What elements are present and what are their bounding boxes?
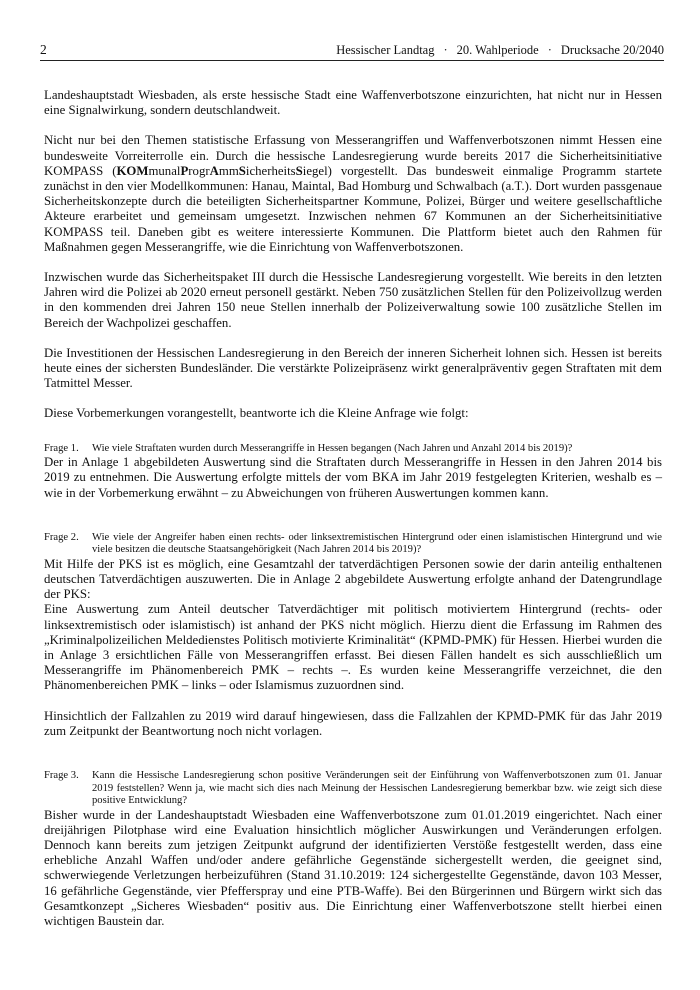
- kompass-bold-letters: KOM: [116, 163, 149, 178]
- paragraph-kompass-after: ) vorgestellt. Das bundesweit einmalige Programm startete zunächst in den vier Modellkommunen: Hanau, Maintal, Bad Homburg und Schwalbach (a.T.). Dort wurden passgenaue Sicherheitskonzepte durch die beteiligten Sicherheitspartner Kommune, Polizei, Bürger und weitere gesellschaftliche Akteure erarbeitet und gemeinsam umgesetzt. Inzwischen nehmen 67 Kommunen an der Sicherheitsinitiative KOMPASS teil. Daneben gibt es weitere interessierte Kommunen. Die Plattform bietet auch den Rahmen für Maßnahmen gegen Messerangriffe, wie die Einrichtung von Waffenverbotszonen.: [44, 163, 662, 254]
- answer-2-paragraph-3: Hinsichtlich der Fallzahlen zu 2019 wird darauf hingewiesen, dass die Fallzahlen der KPMD-PMK für das Jahr 2019 zum Zeitpunkt der Beantwortung noch nicht vorlagen.: [44, 708, 662, 738]
- header-period: 20. Wahlperiode: [456, 43, 539, 57]
- header-publisher: Hessischer Landtag: [336, 43, 435, 57]
- page-number: 2: [40, 42, 47, 57]
- paragraph-kompass: [44, 133, 662, 255]
- kompass-letters: mm: [218, 163, 239, 178]
- header-separator: ·: [547, 43, 552, 57]
- answer-3: Bisher wurde in der Landeshauptstadt Wiesbaden eine Waffenverbotszone zum 01.01.2019 eingerichtet. Nach einer dreijährigen Pilotphase wird eine Evaluation hinsichtlich möglicher Auswirkungen und Veränderungen erfolgen. Dennoch kann bereits zum jetzigen Zeitpunkt aufgrund der identifizierten Verstöße festgestellt werden, dass eine erhebliche Anzahl Waffen und/oder andere gefährliche Gegenstände sichergestellt werden, die geeignet sind, schwerwiegende Verletzungen herbeizuführen (Stand 31.10.2019: 124 sichergestellte Gegenstände, davon 103 Messer, 16 gefährliche Gegenstände, vier Pfefferspray und eine PTB-Waffe). Bei den Bürgerinnen und Bürgern wirkt sich das Gesamtkonzept „Sicheres Wiesbaden“ positiv aus. Die Einrichtung einer Waffenverbotszone stellt hierbei einen wichtigen Baustein dar.: [44, 807, 662, 928]
- kompass-letters: icherheits: [245, 163, 296, 178]
- kompass-bold-letters: P: [180, 163, 189, 178]
- answer-1: Der in Anlage 1 abgebildeten Auswertung sind die Straftaten durch Messerangriffe in Hessen in den Jahren 2014 bis 2019 zu entnehmen. Die Auswertung erfolgte mittels der vom BKA im Jahr 2019 festgelegten Kriterien, weshalb es – wie in der Vorbemerkung erwähnt – zu Abweichungen von früheren Auswertungen kommen kann.: [44, 455, 662, 500]
- page-header: [40, 42, 664, 61]
- header-meta: [336, 43, 664, 58]
- question-3: [44, 770, 662, 808]
- paragraph-preliminary: Diese Vorbemerkungen vorangestellt, beantworte ich die Kleine Anfrage wie folgt:: [44, 406, 469, 421]
- question-3-text: Kann die Hessische Landesregierung schon positive Veränderungen seit der Einführung von Waffenverbotszonen zum 01. Januar 2019 feststellen? Wenn ja, wie macht sich dies nach Meinung der Hessischen Landesregierung bemerkbar bzw. wie zeigt sich diese positive Entwicklung?: [92, 770, 662, 806]
- paragraph-intro-continuation: Landeshauptstadt Wiesbaden, als erste hessische Stadt eine Waffenverbotszone einzurichten, hat nicht nur in Hessen eine Signalwirkung, sondern deutschlandweit.: [44, 88, 662, 118]
- question-2-text: Wie viele der Angreifer haben einen rechts- oder linksextremistischen Hintergrund oder einen islamistischen Hintergrund und wie viele besitzen die deutsche Staatsangehörigkeit (Nach Jahren 2014 bis 2019)?: [92, 531, 662, 556]
- kompass-letters: rogr: [188, 163, 210, 178]
- kompass-letters: iegel: [302, 163, 328, 178]
- question-2: [44, 532, 662, 557]
- question-2-label: Frage 2.: [44, 531, 79, 543]
- kompass-bold-letters: S: [295, 163, 303, 178]
- answer-2-paragraph-2: Eine Auswertung zum Anteil deutscher Tatverdächtiger mit politisch motiviertem Hintergrund (rechts- oder linksextremistisch oder islamistisch) ist anhand der PKS nicht möglich. Hierzu dient die Erfassung im Rahmen des „Kriminalpolizeilichen Meldedienstes Politisch motivierte Kriminalität“ (KPMD-PMK) für Hessen. Hierbei wurden die in Anlage 3 ersichtlichen Fälle von Messerangriffen erfasst. Bei diesen Fällen handelt es sich ausschließlich um Messerangriffe im Phänomenbereich PMK – rechts –. Es wurden keine Messerangriffe verzeichnet, die den Phänomenbereichen PMK – links – oder Islamismus zuzuordnen sind.: [44, 602, 662, 693]
- question-1-text: Wie viele Straftaten wurden durch Messerangriffe in Hessen begangen (Nach Jahren und Anzahl 2014 bis 2019)?: [92, 442, 573, 454]
- header-document-number: Drucksache 20/2040: [560, 43, 664, 57]
- question-1-label: Frage 1.: [44, 442, 79, 454]
- question-1: [44, 443, 662, 456]
- question-3-label: Frage 3.: [44, 770, 79, 781]
- kompass-bold-letters: A: [209, 163, 219, 178]
- kompass-letters: munal: [148, 163, 181, 178]
- document-body: [44, 88, 662, 929]
- header-separator: ·: [443, 43, 448, 57]
- kompass-bold-letters: S: [238, 163, 246, 178]
- paragraph-kompass-before: Nicht nur bei den Themen statistische Erfassung von Messerangriffen und Waffenverbotszonen nimmt Hessen eine bundesweite Vorreiterrolle ein. Durch die hessische Landesregierung wurde bereits 2017 die Sicherheitsinitiative KOMPASS (: [44, 133, 662, 178]
- kompass-acronym: [116, 164, 327, 178]
- paragraph-security-package: Inzwischen wurde das Sicherheitspaket III durch die Hessische Landesregierung vorgestellt. Wie bereits in den letzten Jahren wird die Polizei ab 2020 erneut personell gestärkt. Neben 750 zusätzlichen Stellen für den Polizeivollzug werden in den kommenden drei Jahren 150 neue Stellen innerhalb der Polizeiverwaltung sowie 100 zusätzliche Stellen im Bereich der Wachpolizei geschaffen.: [44, 270, 662, 330]
- paragraph-investments: Die Investitionen der Hessischen Landesregierung in den Bereich der inneren Sicherheit lohnen sich. Hessen ist bereits heute eines der sichersten Bundesländer. Die verstärkte Polizeipräsenz wirkt generalpräventiv gegen Straftaten mit dem Tatmittel Messer.: [44, 345, 662, 391]
- answer-2-paragraph-1: Mit Hilfe der PKS ist es möglich, eine Gesamtzahl der tatverdächtigen Personen sowie der darin anteilig enthaltenen deutschen Tatverdächtigen auszuwerten. Die in Anlage 2 abgebildete Auswertung erfolgte anhand der Datengrundlage der PKS:: [44, 556, 662, 602]
